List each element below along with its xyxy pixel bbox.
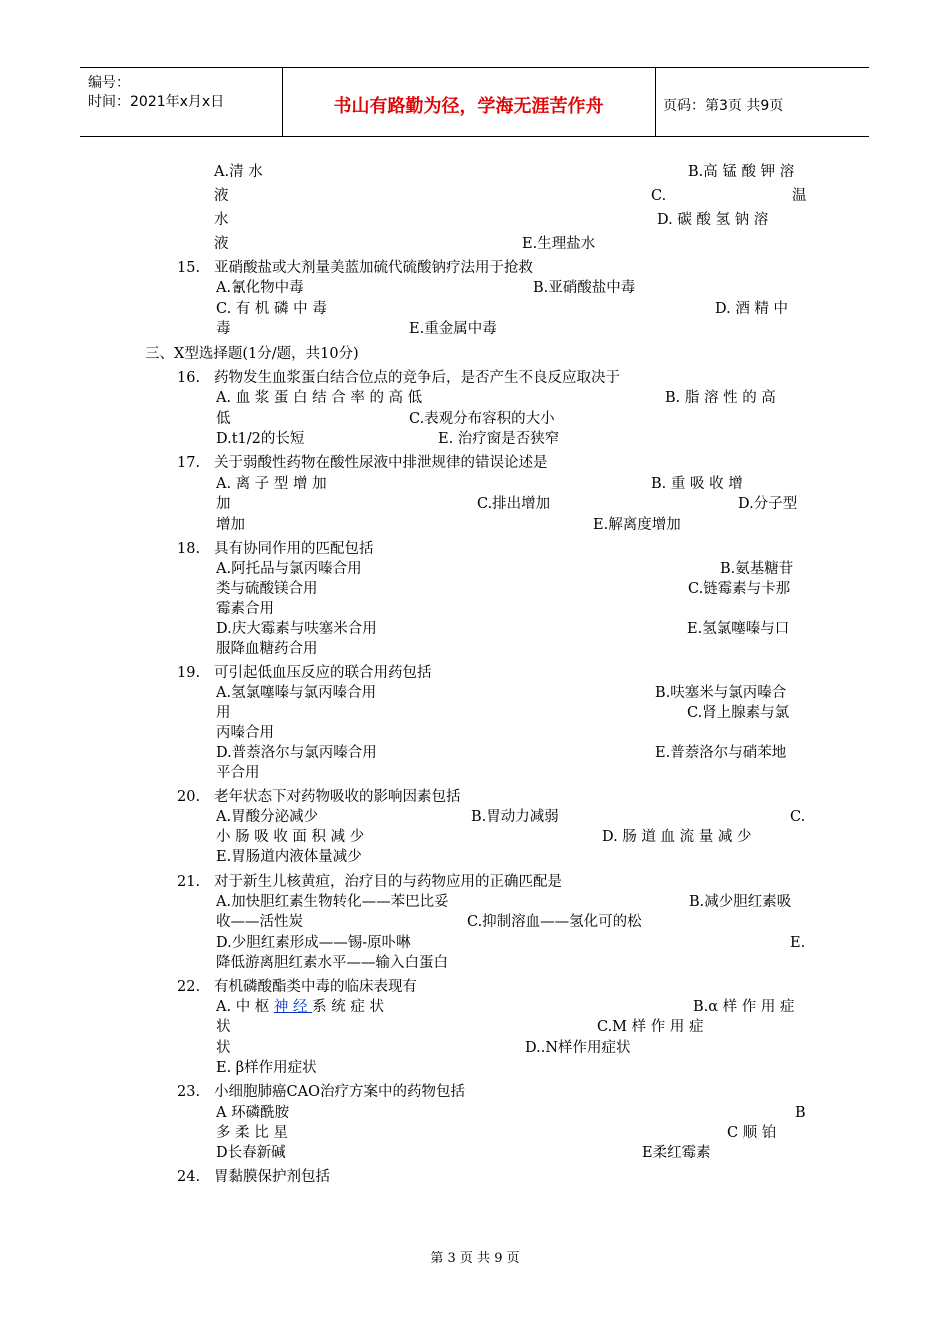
question-number: 23. [177,1084,201,1100]
option-text: C.M 样 作 用 症 [597,1019,704,1035]
option-text: E.解离度增加 [593,517,681,533]
option-text: 液 [214,236,229,252]
option-text: 类与硫酸镁合用 [216,581,318,597]
option-text: 收——活性炭 [216,914,303,930]
question-text: 关于弱酸性药物在酸性尿液中排泄规律的错误论述是 [214,455,548,471]
option-text: 加 [216,496,231,512]
header-mid-cell [282,68,656,136]
question-text: 小细胞肺癌CAO治疗方案中的药物包括 [214,1084,465,1100]
option-text: C. [790,809,806,825]
option-text: 低 [216,411,231,427]
question-text: 胃黏膜保护剂包括 [214,1169,330,1185]
option-text: B.呋塞米与氯丙嗪合 [655,685,787,701]
option-text: 水 [214,212,229,228]
option-text: 毒 [216,321,231,337]
option-text: A. 离 子 型 增 加 [216,476,327,492]
option-text: D. 酒 精 中 [715,301,789,317]
option-text: D.少胆红素形成——锡-原卟啉 [216,935,411,951]
option-text: E.胃肠道内液体量减少 [216,849,362,865]
question-number: 24. [177,1169,201,1185]
option-text: B.氨基糖苷 [720,561,794,577]
header-motto: 书山有路勤为径，学海无涯苦作舟 [333,96,604,117]
question-number: 18. [177,541,201,557]
question-number: 17. [177,455,201,471]
option-text: E.重金属中毒 [409,321,497,337]
option-text: D. 肠 道 血 流 量 减 少 [602,829,752,845]
option-text: D. 碳 酸 氢 钠 溶 [657,212,769,228]
question-number: 16. [177,370,201,386]
page-footer: 第 3 页 共 9 页 [430,1251,520,1266]
option-text: A.阿托品与氯丙嗪合用 [216,561,362,577]
option-text: B.高 锰 酸 钾 溶 [688,164,795,180]
option-text: 平合用 [216,765,260,781]
option-text: C.抑制溶血——氢化可的松 [467,914,642,930]
option-text: A 环磷酰胺 [216,1105,290,1121]
option-text: B [795,1105,806,1121]
option-text: B. 脂 溶 性 的 高 [665,390,776,406]
question-number: 19. [177,665,201,681]
option-text: 丙嗪合用 [216,725,274,741]
page-header [80,67,869,137]
option-text: C.链霉素与卡那 [688,581,791,597]
option-text: 降低游离胆红素水平——输入白蛋白 [216,955,448,971]
question-text: 老年状态下对药物吸收的影响因素包括 [214,789,461,805]
option-text: 温 [792,188,807,204]
option-text: E.生理盐水 [522,236,596,252]
option-text: A. 血 浆 蛋 白 结 合 率 的 高 低 [216,390,423,406]
question-number: 22. [177,979,201,995]
option-text: D.分子型 [738,496,798,512]
question-number: 20. [177,789,201,805]
option-text: B.α 样 作 用 症 [693,999,795,1015]
option-text: A.清 水 [214,164,263,180]
option-text: D.庆大霉素与呋塞米合用 [216,621,377,637]
question-number: 21. [177,874,201,890]
option-text: C. 有 机 磷 中 毒 [216,301,327,317]
option-text: 增加 [216,517,245,533]
option-text: C.排出增加 [477,496,551,512]
question-text: 亚硝酸盐或大剂量美蓝加硫代硫酸钠疗法用于抢救 [214,260,533,276]
header-page-info: 页码：第3页 共9页 [663,98,784,114]
option-text: A.氰化物中毒 [216,280,304,296]
option-text: C.肾上腺素与氯 [687,705,790,721]
option-text: D.普萘洛尔与氯丙嗪合用 [216,745,377,761]
question-text: 有机磷酸酯类中毒的临床表现有 [214,979,417,995]
question-number: 15. [177,260,201,276]
option-text: B.亚硝酸盐中毒 [533,280,636,296]
option-text: B.胃动力减弱 [471,809,559,825]
option-text: C. [651,188,667,204]
question-text: 可引起低血压反应的联合用药包括 [214,665,432,681]
option-text: 小 肠 吸 收 面 积 减 少 [216,829,365,845]
date-label: 时间：2021年x月x日 [88,94,225,110]
option-text: A.胃酸分泌减少 [216,809,319,825]
option-text: 状 [216,1040,231,1056]
section-heading: 三、X型选择题(1分/题，共10分) [145,346,359,362]
option-text: E.氢氯噻嗪与口 [687,621,790,637]
header-left-cell [80,68,283,136]
header-right-cell [655,68,869,136]
option-text: E. [790,935,806,951]
option-text: 霉素合用 [216,601,274,617]
option-text: A.氢氯噻嗪与氯丙嗪合用 [216,685,377,701]
option-text: D..N样作用症状 [525,1040,631,1056]
option-text: 多 柔 比 星 [216,1125,288,1141]
option-text: E.普萘洛尔与硝苯地 [655,745,787,761]
option-text: B. 重 吸 收 增 [651,476,743,492]
option-text: 服降血糖药合用 [216,641,318,657]
option-text: A. 中 枢 神 经 系 统 症 状 [216,999,384,1015]
option-text: C.表观分布容积的大小 [409,411,555,427]
option-text: D.t1/2的长短 [216,431,305,447]
nervous-system-link[interactable]: 神 经 [273,999,313,1015]
option-text: B.减少胆红素吸 [689,894,792,910]
option-text: E. β样作用症状 [216,1060,317,1076]
question-text: 对于新生儿核黄疸，治疗目的与药物应用的正确匹配是 [214,874,562,890]
option-text: 用 [216,705,231,721]
question-text: 具有协同作用的匹配包括 [214,541,374,557]
question-text: 药物发生血浆蛋白结合位点的竞争后，是否产生不良反应取决于 [214,370,620,386]
option-text: E. 治疗窗是否狭窄 [438,431,560,447]
option-text: D长春新碱 [216,1145,286,1161]
option-text: A.加快胆红素生物转化——苯巴比妥 [216,894,449,910]
option-text: E柔红霉素 [642,1145,711,1161]
option-text: 状 [216,1019,231,1035]
option-text: C 顺 铂 [727,1125,777,1141]
serial-number-label: 编号： [88,75,130,91]
option-text: 液 [214,188,229,204]
